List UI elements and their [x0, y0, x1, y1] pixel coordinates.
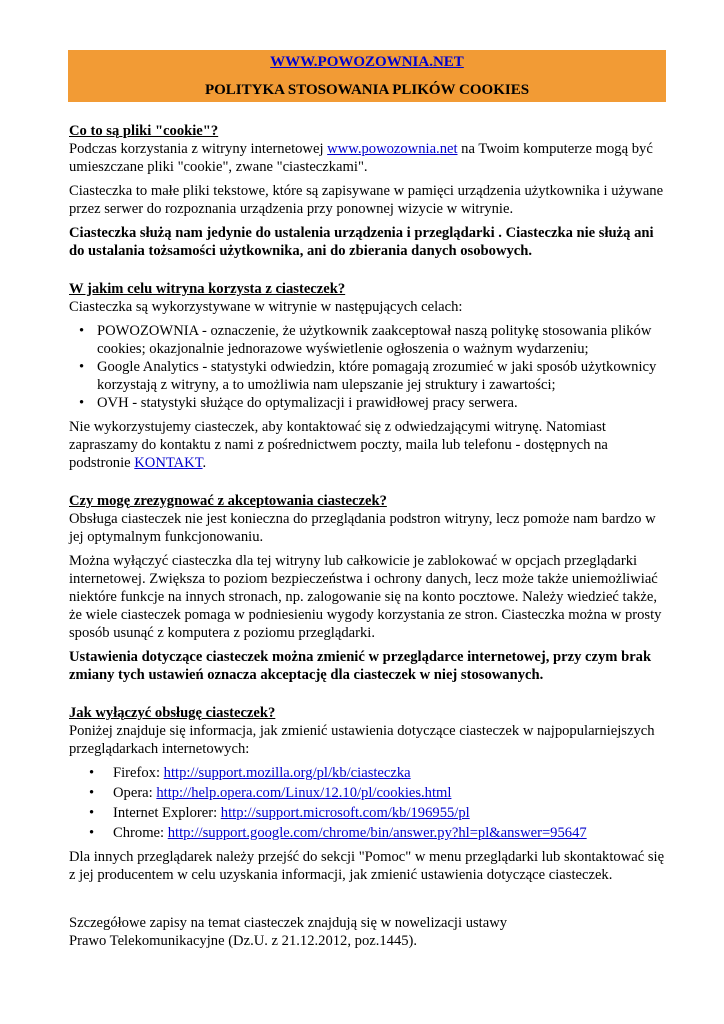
- bullet-icon: •: [89, 785, 95, 801]
- internet-explorer-link[interactable]: http://support.microsoft.com/kb/196955/pl: [220, 805, 470, 821]
- list-item: [69, 358, 665, 394]
- browser-name: Internet Explorer:: [113, 805, 221, 821]
- paragraph: Obsługa ciasteczek nie jest konieczna do przeglądania podstron witryny, lecz pomoże nam bardzo w jej optymalnym funkcjonowaniu.: [69, 511, 656, 545]
- text: na Twoim komputerze mogą być umieszczane pliki "cookie", zwane "ciasteczkami".: [69, 141, 653, 175]
- firefox-link[interactable]: http://support.mozilla.org/pl/kb/ciasteczka: [163, 765, 411, 781]
- section-heading-disable: Jak wyłączyć obsługę ciasteczek?: [69, 705, 276, 721]
- list-item: [69, 784, 665, 802]
- paragraph: [69, 418, 665, 472]
- browser-name: Chrome:: [113, 825, 168, 841]
- list-item-text: POWOZOWNIA - oznaczenie, że użytkownik zaakceptował naszą politykę stosowania plików cookies; okazjonalnie jednorazowe wyświetlenie ogłoszenia o ważnym wydarzeniu;: [97, 323, 652, 357]
- chrome-link[interactable]: http://support.google.com/chrome/bin/answer.py?hl=pl&answer=95647: [167, 825, 587, 841]
- list-item: [69, 322, 665, 358]
- paragraph: Poniżej znajduje się informacja, jak zmienić ustawienia dotyczące ciasteczek w najpopularniejszych przeglądarkach internetowych:: [69, 723, 655, 757]
- bullet-icon: •: [79, 359, 85, 375]
- opera-link[interactable]: http://help.opera.com/Linux/12.10/pl/cookies.html: [156, 785, 452, 801]
- paragraph: Ciasteczka są wykorzystywane w witrynie w następujących celach:: [69, 299, 463, 315]
- list-item: [69, 804, 665, 822]
- browser-name: Opera:: [113, 785, 157, 801]
- paragraph: Ciasteczka to małe pliki tekstowe, które są zapisywane w pamięci urządzenia użytkownika i używane przez serwer do rozpoznania urządzenia przy ponownej wizycie w witrynie.: [69, 183, 664, 217]
- list-item-text: OVH - statystyki służące do optymalizacji i prawidłowej pracy serwera.: [97, 395, 518, 411]
- site-link[interactable]: WWW.POWOZOWNIA.NET: [270, 54, 464, 70]
- footer-line: Prawo Telekomunikacyjne (Dz.U. z 21.12.2012, poz.1445).: [69, 933, 418, 949]
- footer-line: Szczegółowe zapisy na temat ciasteczek znajdują się w nowelizacji ustawy: [69, 915, 508, 931]
- bullet-icon: •: [79, 323, 85, 339]
- text: Podczas korzystania z witryny internetowej: [69, 141, 328, 157]
- bullet-icon: •: [79, 395, 85, 411]
- section-heading-purpose: W jakim celu witryna korzysta z ciasteczek?: [69, 281, 346, 297]
- bullet-icon: •: [89, 765, 95, 781]
- browser-list: [69, 764, 665, 842]
- content: [69, 122, 665, 950]
- browser-name: Firefox:: [113, 765, 164, 781]
- bullet-icon: •: [89, 825, 95, 841]
- page-title: POLITYKA STOSOWANIA PLIKÓW COOKIES: [204, 82, 530, 98]
- paragraph: Można wyłączyć ciasteczka dla tej witryny lub całkowicie je zablokować w opcjach przeglądarki internetowej. Zwiększa to poziom bezpieczeństwa i ochrony danych, lecz może także uniemożliwiać niektóre funkcje na innych stronach, np. zalogowanie się na konto pocztowe. Należy wiedzieć także, że wiele ciasteczek pomaga w podniesieniu wygody korzystania ze stron. Ciasteczka można w prosty sposób usunąć z komputera z poziomu przeglądarki.: [69, 553, 662, 641]
- section-heading-opt-out: Czy mogę zrezygnować z akceptowania ciasteczek?: [69, 493, 387, 509]
- list-item: [69, 824, 665, 842]
- purpose-list: [69, 322, 665, 412]
- contact-link[interactable]: KONTAKT: [134, 455, 203, 471]
- list-item-text: Google Analytics - statystyki odwiedzin, które pomagają zrozumieć w jaki sposób użytkownicy korzystają z witryny, a to umożliwia nam ulepszanie jej struktury i zawartości;: [97, 359, 657, 393]
- text: .: [202, 455, 207, 471]
- header-banner: [68, 50, 666, 102]
- bullet-icon: •: [89, 805, 95, 821]
- list-item: [69, 394, 665, 412]
- text: Nie wykorzystujemy ciasteczek, aby kontaktować się z odwiedzającymi witrynę. Natomiast zapraszamy do kontaktu z nami z pośrednictwem poczty, maila lub telefonu - dostępnych na podstronie: [69, 419, 608, 471]
- list-item: [69, 764, 665, 782]
- paragraph: Dla innych przeglądarek należy przejść do sekcji "Pomoc" w menu przeglądarki lub skontaktować się z jej producentem w celu uzyskania informacji, jak zmienić ustawienia dotyczące ciasteczek.: [69, 849, 665, 883]
- bold-paragraph: Ustawienia dotyczące ciasteczek można zmienić w przeglądarce internetowej, przy czym brak zmiany tych ustawień oznacza akceptację dla ciasteczek w niej stosowanych.: [69, 649, 652, 683]
- section-heading-what: Co to są pliki "cookie"?: [69, 123, 219, 139]
- website-link[interactable]: www.powozownia.net: [327, 141, 458, 157]
- bold-paragraph: Ciasteczka służą nam jedynie do ustalenia urządzenia i przeglądarki . Ciasteczka nie służą ani do ustalania tożsamości użytkownika, ani do zbierania danych osobowych.: [69, 225, 654, 259]
- paragraph: [69, 140, 665, 176]
